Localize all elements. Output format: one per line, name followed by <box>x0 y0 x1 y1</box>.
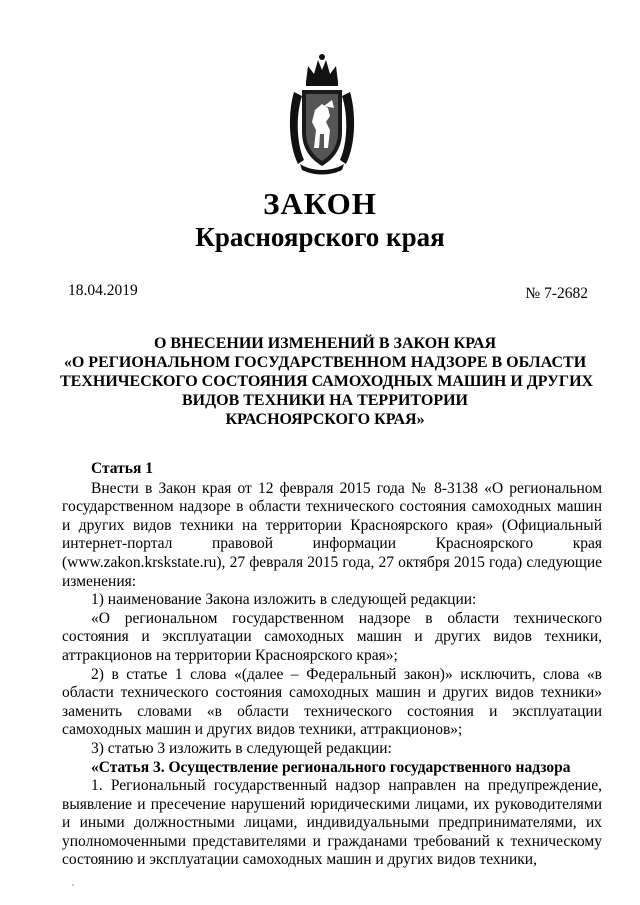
article-body <box>62 460 602 870</box>
document-number: № 7-2682 <box>525 285 588 302</box>
krasnoyarsk-coat-of-arms-icon <box>284 52 360 176</box>
article-paragraph: 2) в статье 1 слова «(далее – Федеральный закон)» исключить, слова «в области технического состояния самоходных машин и других видов техники» заменить словами «в области технического состояния и эксплуатации самоходных машин и других видов техники, аттракционов»; <box>62 665 602 739</box>
scan-speck <box>72 884 74 886</box>
article-paragraph: 1. Региональный государственный надзор направлен на предупреждение, выявление и пресечение нарушений юридическими лицами, их руководителями и иными должностными лицами, индивидуальными предпринимателями, их уполномоченными представителями и гражданами требований к техническому состоянию и эксплуатации самоходных машин и других видов техники, <box>62 777 602 869</box>
article-subheading: «Статья 3. Осуществление регионального государственного надзора <box>91 758 571 776</box>
article-paragraph: 1) наименование Закона изложить в следующей редакции: <box>91 591 477 609</box>
document-subtitle: Красноярского края <box>195 222 445 252</box>
article-paragraph: Внести в Закон края от 12 февраля 2015 года № 8-3138 «О региональном государственном надзоре в области технического состояния самоходных машин и других видов техники на территории Красноярского края» (Официальный интернет-портал правовой информации Красноярского края (www.zakon.krskstate.ru), 27 февраля 2015 года, 27 октября 2015 года) следующие изменения: <box>62 479 602 590</box>
heading-line: КРАСНОЯРСКОГО КРАЯ» <box>225 411 425 428</box>
law-heading <box>60 334 594 429</box>
article-paragraph: «О региональном государственном надзоре в области технического состояния и эксплуатации самоходных машин и других видов техники, аттракционов на территории Красноярского края»; <box>62 609 602 664</box>
heading-line: О ВНЕСЕНИИ ИЗМЕНЕНИЙ В ЗАКОН КРАЯ <box>153 335 497 352</box>
document-date: 18.04.2019 <box>68 282 138 299</box>
article-title: Статья 1 <box>91 460 153 477</box>
document-title: ЗАКОН <box>263 186 377 221</box>
heading-line: ТЕХНИЧЕСКОГО СОСТОЯНИЯ САМОХОДНЫХ МАШИН И ДРУГИХ <box>60 373 594 390</box>
heading-line: ВИДОВ ТЕХНИКИ НА ТЕРРИТОРИИ <box>182 392 468 409</box>
article-paragraph: 3) статью 3 изложить в следующей редакции: <box>91 739 392 757</box>
heading-line: «О РЕГИОНАЛЬНОМ ГОСУДАРСТВЕННОМ НАДЗОРЕ В ОБЛАСТИ <box>63 354 587 371</box>
